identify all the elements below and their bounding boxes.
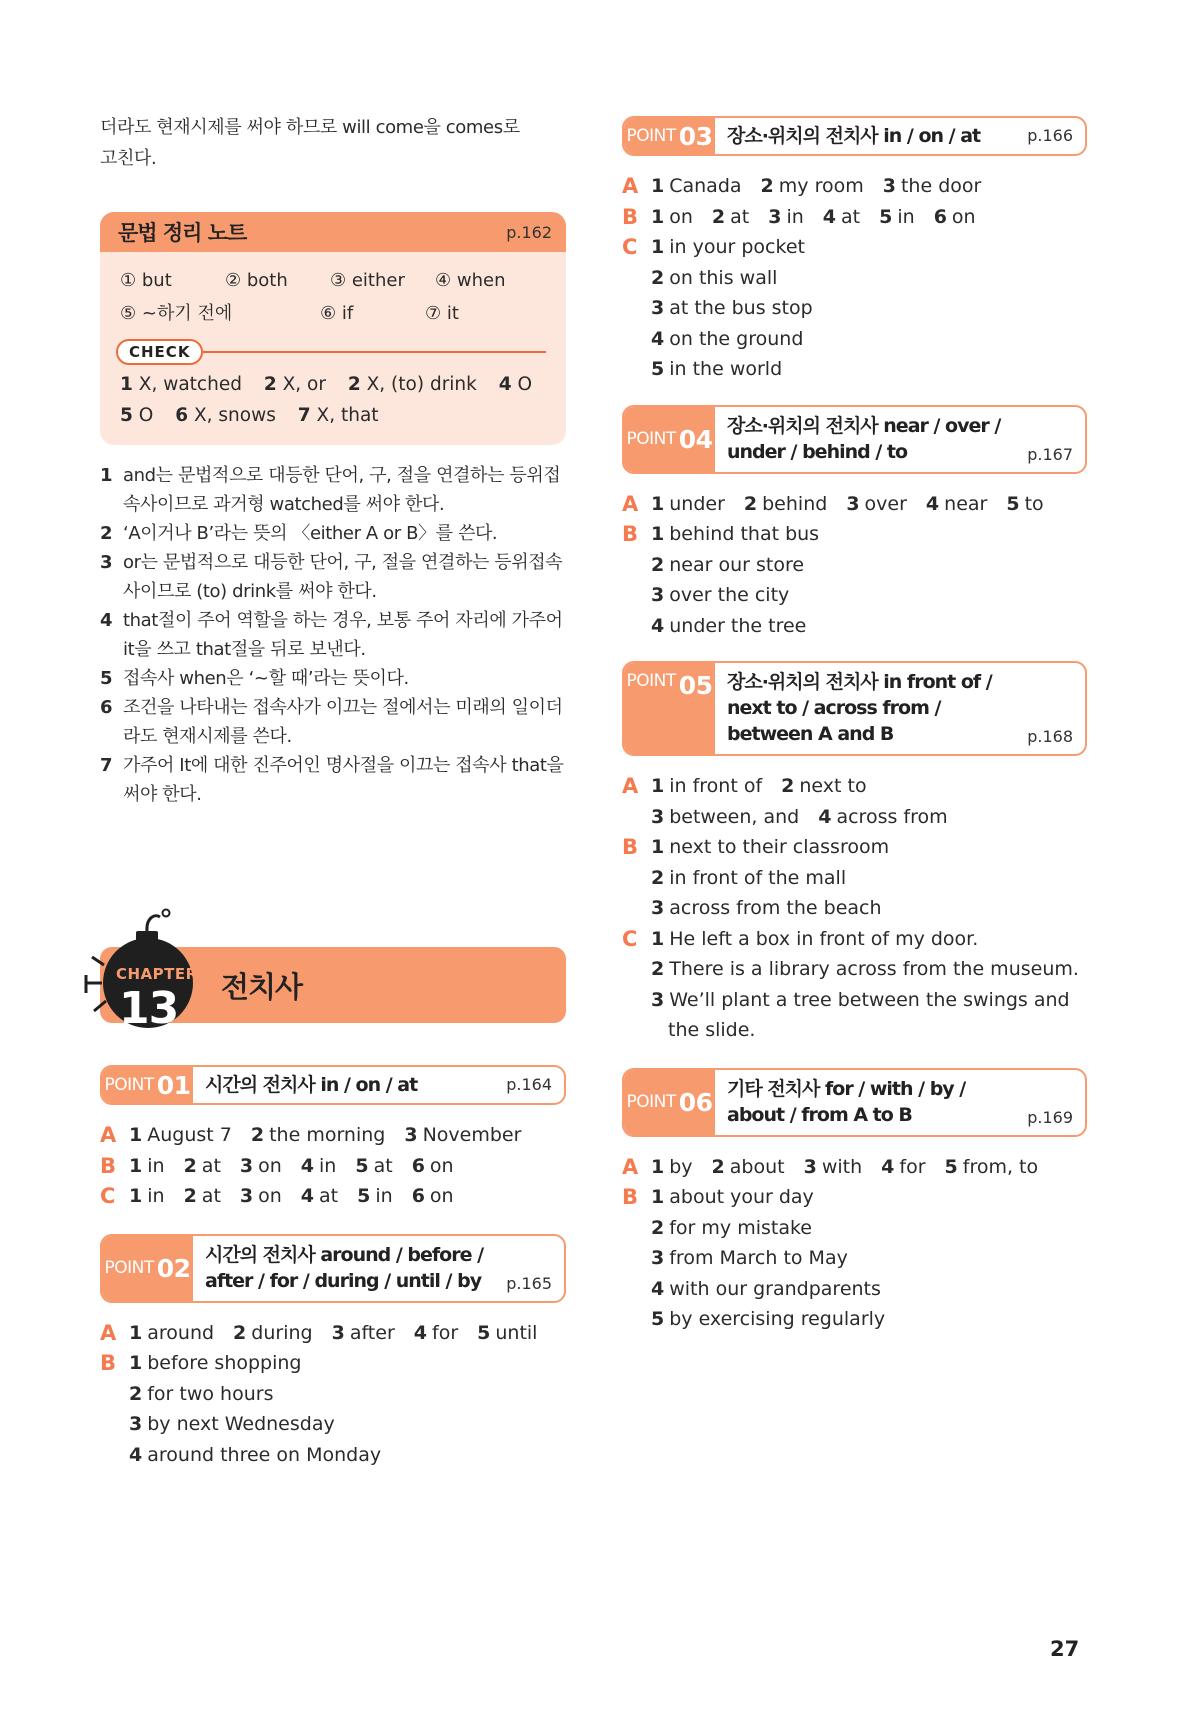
left-column [100,112,566,1470]
check-answer: O [517,374,533,395]
answer-row [622,893,1087,924]
explanation-line: 사이므로 (to) drink를 써야 한다. [123,581,377,602]
answer-row-b [100,1348,566,1379]
answer-continued: the slide. [668,1019,756,1041]
option-row [120,297,546,330]
answer-item: 2 behind [743,492,828,515]
answer-row [100,1379,566,1410]
answer-item: 4 for [881,1155,926,1178]
answer-item: 2 There is a library across from the museum. [651,958,1079,980]
answer-item: 1 before shopping [129,1352,302,1374]
point-title: 시간의 전치사 in / on / at [205,1074,418,1096]
point-page: p.164 [506,1075,552,1094]
answer-row [622,985,1087,1016]
answer-row [622,1274,1087,1305]
point-03-header [622,116,1087,156]
answer-item: 1 Canada [651,175,742,197]
answer-item: 2 near our store [651,553,805,576]
answer-item: 4 under the tree [651,614,807,637]
answer-item: 2 for two hours [129,1382,274,1405]
point-tag [624,663,715,754]
point-06-answers [622,1152,1087,1335]
answer-item: 5 in [879,205,915,228]
answer-row-a [622,489,1087,520]
check-answer: X, (to) drink [366,374,477,395]
answer-item: 4 at [822,205,861,228]
point-number: 02 [156,1253,191,1283]
label-a: A [100,1320,117,1345]
label-c: C [100,1184,116,1208]
explanation-item [100,751,566,809]
explanation-num: 5 [100,668,113,689]
explanation-item [100,664,566,693]
continued-line: 고친다. [100,148,157,169]
point-number: 03 [678,121,713,151]
answer-item: 3 between, and [651,805,800,828]
answer-item: 3 by next Wednesday [129,1413,335,1435]
point-title: 장소·위치의 전치사 in front of / next to / across from / between A and B [727,671,992,745]
explanation-line: 써야 한다. [123,784,202,805]
point-page: p.167 [1027,444,1073,464]
point-03-answers [622,171,1087,385]
answer-row-b [622,832,1087,863]
check-answers-row [120,369,546,400]
point-number: 05 [678,671,713,700]
answer-item: 4 in [300,1154,337,1177]
explanation-line: 속사이므로 과거형 watched를 써야 한다. [123,494,445,515]
answer-item: 3 We’ll plant a tree between the swings and [651,988,1070,1011]
answer-item: 1 behind that bus [651,523,820,545]
explanation-num: 2 [100,523,113,544]
answer-item: 6 on [411,1154,454,1177]
check-answer: X, snows [193,405,276,426]
label-a: A [622,491,639,516]
check-answers-row [120,400,546,431]
point-page: p.165 [506,1273,552,1293]
explanation-num: 1 [100,465,113,486]
point-tag [624,118,715,154]
explanation-num: 6 [100,697,113,718]
point-05-header [622,661,1087,756]
answer-row [100,1440,566,1471]
answer-item: 4 on the ground [651,327,804,350]
answer-row [622,611,1087,642]
answer-row [100,1409,566,1440]
answer-item: 2 my room [760,175,864,197]
answer-item: 4 across from [818,805,948,828]
point-tag [624,407,715,472]
answer-item: 3 with [803,1155,863,1178]
label-b: B [100,1153,117,1178]
explanation-line: it을 쓰고 that절을 뒤로 보낸다. [123,639,366,660]
option-row [120,264,546,297]
chapter-banner [100,917,566,1047]
point-04-header [622,405,1087,474]
right-column [622,116,1087,1335]
answer-row [622,954,1087,985]
answer-item: 2 for my mistake [651,1216,812,1239]
answer-item: 3 on [239,1185,282,1207]
check-answer: X, that [316,405,379,426]
answer-item: 3 over the city [651,584,790,606]
explanation-line: and는 문법적으로 대등한 단어, 구, 절을 연결하는 등위접 [123,465,561,486]
explanation-line: 접속사 when은 ‘~할 때’라는 뜻이다. [123,668,409,689]
answer-item: 5 until [477,1321,538,1344]
explanation-line: that절이 주어 역할을 하는 경우, 보통 주어 자리에 가주어 [123,610,563,631]
explanation-item [100,606,566,664]
point-05-answers [622,771,1087,1046]
answer-row [622,293,1087,324]
option: ⑤ ~하기 전에 [120,303,233,324]
point-number: 06 [678,1087,713,1117]
check-rule [203,351,546,353]
answer-row-a [622,1152,1087,1183]
answer-item: 2 about [711,1155,785,1178]
answer-item: 2 at [711,205,750,228]
answer-item: 4 for [413,1321,459,1344]
answer-row [622,263,1087,294]
answer-item: 5 by exercising regularly [651,1308,886,1330]
point-label: POINT [626,671,676,691]
point-label: POINT [104,1075,154,1095]
option: ④ when [435,270,506,291]
answer-row-c [622,232,1087,263]
point-tag [624,1070,715,1135]
label-a: A [622,1154,639,1179]
label-c: C [622,926,638,951]
answer-row [622,1304,1087,1335]
answer-item: 3 November [404,1124,522,1146]
grammar-note-page: p.162 [506,222,552,242]
answer-item: 1 in front of [651,775,763,797]
answer-row-b [622,202,1087,233]
point-page: p.168 [1027,727,1073,746]
point-number: 01 [156,1070,191,1100]
point-label: POINT [626,126,676,146]
answer-row [622,354,1087,385]
answer-item: 4 with our grandparents [651,1277,881,1300]
explanation-line: ‘A이거나 B’라는 뜻의 〈either A or B〉를 쓴다. [123,523,498,544]
answer-row-b [100,1151,566,1182]
answer-item: 1 around [129,1321,215,1344]
point-01-header [100,1065,566,1105]
answer-row-continued [622,1015,1087,1046]
answer-item: 1 August 7 [129,1124,232,1146]
point-02-header [100,1234,566,1303]
label-b: B [622,835,639,859]
answer-row [622,802,1087,833]
check-num: 7 [297,405,311,426]
point-title: 시간의 전치사 around / before / after / for / during / until / by [205,1243,484,1292]
answer-item: 2 the morning [250,1124,386,1146]
point-page: p.169 [1027,1107,1073,1127]
explanation-list [100,461,566,809]
answer-row [622,1243,1087,1274]
answer-item: 2 at [183,1154,221,1177]
answer-item: 5 at [355,1154,393,1177]
check-num: 2 [347,374,361,395]
answer-item: 3 on [239,1154,282,1177]
label-a: A [622,774,639,798]
check-num: 2 [263,374,277,395]
answer-item: 4 at [300,1185,339,1207]
explanation-item [100,548,566,606]
answer-item: 2 in front of the mall [651,866,847,889]
answer-row [622,1213,1087,1244]
answer-row-a [622,771,1087,802]
answer-row-c [100,1181,566,1212]
answer-row-b [622,1182,1087,1213]
explanation-line: 가주어 It에 대한 진주어인 명사절을 이끄는 접속사 that을 [123,755,564,776]
point-title: 기타 전치사 for / with / by / about / from A to B [727,1077,966,1126]
label-b: B [100,1351,117,1375]
answer-item: 1 in [129,1154,165,1177]
point-tag [102,1236,193,1301]
answer-item: 3 across from the beach [651,897,882,919]
label-b: B [622,522,639,546]
option: ② both [225,270,288,291]
grammar-note-header [100,212,566,252]
point-tag [102,1067,193,1103]
check-num: 6 [175,405,189,426]
option: ⑥ if [320,303,354,324]
answer-item: 5 from, to [944,1155,1039,1178]
answer-item: 1 on [651,205,693,228]
explanation-line: 라도 현재시제를 쓴다. [123,726,292,747]
answer-item: 1 in [129,1185,165,1207]
answer-item: 3 over [846,492,907,515]
answer-row-a [100,1120,566,1151]
check-num: 4 [498,374,512,395]
answer-item: 2 during [233,1321,313,1344]
answer-item: 6 on [933,205,976,228]
answer-row-a [100,1318,566,1349]
explanation-line: 조건을 나타내는 접속사가 이끄는 절에서는 미래의 일이더 [123,697,563,718]
answer-item: 2 at [183,1185,221,1207]
label-b: B [622,204,639,229]
grammar-note-body [100,252,566,445]
answer-item: 2 next to [781,775,867,797]
label-c: C [622,235,638,259]
explanation-line: or는 문법적으로 대등한 단어, 구, 절을 연결하는 등위접속 [123,552,563,573]
answer-item: 1 by [651,1155,693,1178]
answer-row [622,580,1087,611]
check-answer: O [138,405,154,426]
explanation-num: 3 [100,552,113,573]
answer-item: 4 around three on Monday [129,1443,382,1466]
answer-row-a [622,171,1087,202]
point-label: POINT [626,429,676,449]
check-num: 1 [120,374,133,395]
point-number: 04 [678,424,713,454]
answer-item: 1 about your day [651,1186,814,1208]
answer-item: 5 in the world [651,358,783,380]
continued-line: 더라도 현재시제를 써야 하므로 will come을 comes로 [100,117,520,138]
answer-item: 3 at the bus stop [651,297,813,319]
point-title: 장소·위치의 전치사 near / over / under / behind / to [727,414,1001,463]
answer-row-b [622,519,1087,550]
answer-row-c [622,924,1087,955]
answer-item: 4 near [925,492,988,515]
grammar-note-box [100,212,566,445]
option: ③ either [330,270,405,291]
chapter-title: 전치사 [221,970,303,1004]
point-label: POINT [626,1092,676,1112]
answer-item: 5 to [1006,492,1044,515]
point-label: POINT [104,1258,154,1278]
point-01-answers [100,1120,566,1212]
option: ⑦ it [425,303,459,324]
answer-item: 3 in [768,205,804,228]
explanation-num: 4 [100,610,113,631]
check-num: 5 [120,405,133,426]
check-divider [116,339,546,365]
answer-item: 2 on this wall [651,266,778,289]
label-a: A [100,1123,117,1147]
page-number: 27 [1050,1637,1080,1661]
check-label: CHECK [116,339,203,365]
continued-explanation [100,112,566,174]
point-page: p.166 [1027,126,1073,145]
label-a: A [622,174,639,198]
answer-item: 3 from March to May [651,1247,848,1269]
check-answer: X, or [282,374,326,395]
answer-item: 1 in your pocket [651,236,805,258]
point-02-answers [100,1318,566,1471]
chapter-number: 13 [119,983,179,1034]
answer-row [622,324,1087,355]
explanation-item [100,461,566,519]
answer-item: 3 the door [882,175,982,197]
grammar-note-title: 문법 정리 노트 [118,221,247,245]
check-answer: X, watched [138,374,242,395]
explanation-item [100,693,566,751]
answer-item: 5 in [357,1185,393,1207]
point-title: 장소·위치의 전치사 in / on / at [727,125,981,147]
option: ① but [120,270,172,291]
point-06-header [622,1068,1087,1137]
answer-row [622,550,1087,581]
chapter-label: CHAPTER [116,965,198,983]
explanation-num: 7 [100,755,113,776]
answer-item: 1 under [651,492,725,515]
answer-item: 3 after [331,1321,395,1344]
label-b: B [622,1185,639,1209]
point-04-answers [622,489,1087,642]
answer-item: 1 next to their classroom [651,836,890,858]
explanation-item [100,519,566,548]
answer-row [622,863,1087,894]
answer-item: 6 on [411,1185,454,1207]
answer-item: 1 He left a box in front of my door. [651,927,979,950]
